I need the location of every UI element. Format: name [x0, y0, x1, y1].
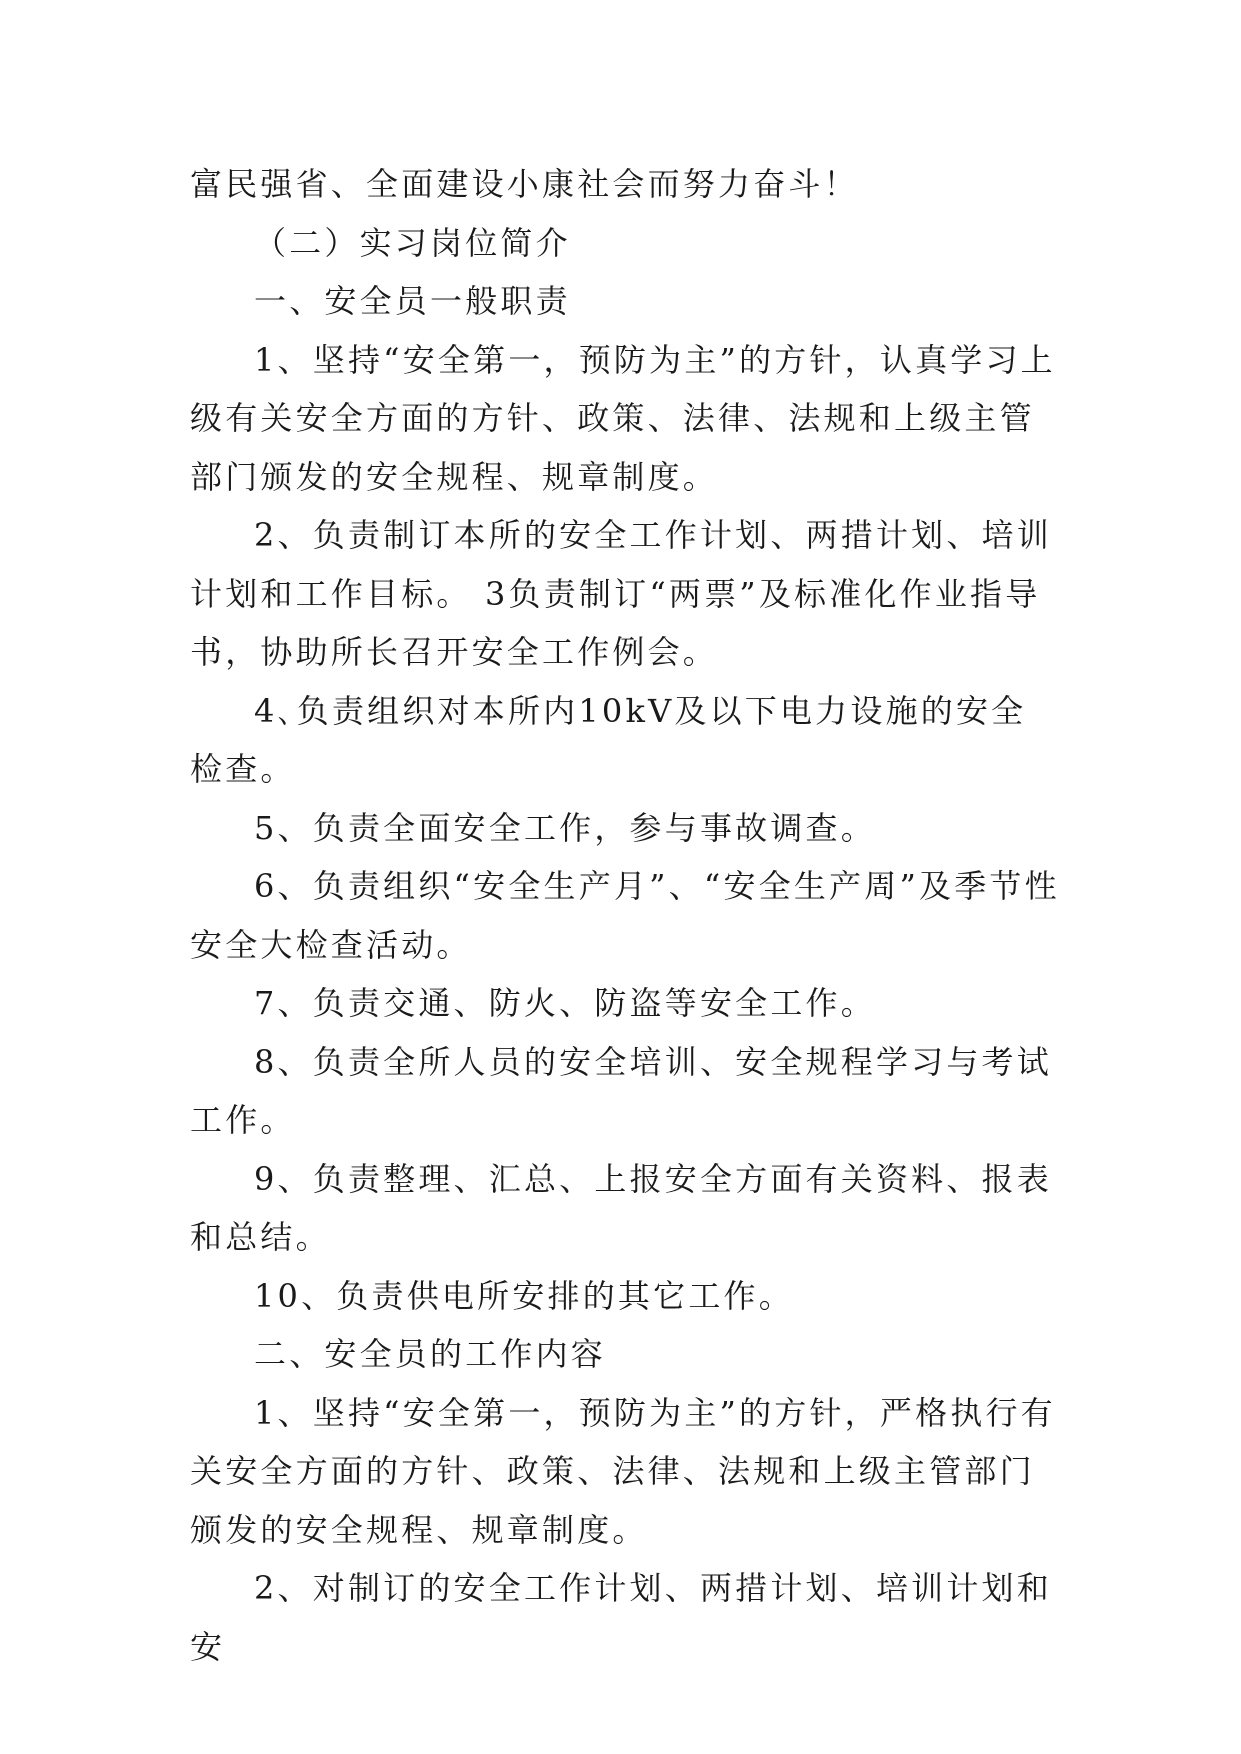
section-heading-internship-intro: （二）实习岗位简介: [254, 223, 571, 262]
duty-item-6: 6、负责组织“安全生产月”、“安全生产周”及季节性安全大检查活动。: [190, 867, 1060, 964]
duty-item-4: 4､负责组织对本所内10kV及以下电力设施的安全检查。: [190, 691, 1027, 788]
content-item-1: 1、坚持“安全第一，预防为主”的方针，严格执行有关安全方面的方针、政策、法律、法规和上级主管部门颁发的安全规程、规章制度。: [190, 1393, 1056, 1549]
content-item-2: 2、对制订的安全工作计划、两措计划、培训计划和安: [190, 1569, 1052, 1666]
duty-item-7: 7、负责交通、防火、防盗等安全工作。: [254, 984, 876, 1022]
paragraph-continuation: 富民强省、全面建设小康社会而努力奋斗！: [190, 165, 859, 203]
subheading-work-content: 二、安全员的工作内容: [254, 1335, 607, 1373]
duty-item-1: 1、坚持“安全第一，预防为主”的方针，认真学习上级有关安全方面的方针、政策、法律、法规和上级主管部门颁发的安全规程、规章制度。: [190, 340, 1056, 496]
duty-item-8: 8、负责全所人员的安全培训、安全规程学习与考试工作。: [190, 1042, 1052, 1139]
duty-item-5: 5、负责全面安全工作，参与事故调查。: [254, 808, 876, 847]
duty-item-9: 9、负责整理、汇总、上报安全方面有关资料、报表和总结。: [190, 1159, 1052, 1256]
subheading-general-duties: 一、安全员一般职责: [254, 282, 571, 320]
duty-item-10: 10、负责供电所安排的其它工作。: [254, 1276, 794, 1315]
document-body: [190, 155, 1060, 1676]
duty-item-2-3: 2、负责制订本所的安全工作计划、两措计划、培训计划和工作目标。 3负责制订“两票”及标准化作业指导书，协助所长召开安全工作例会。: [190, 516, 1052, 671]
